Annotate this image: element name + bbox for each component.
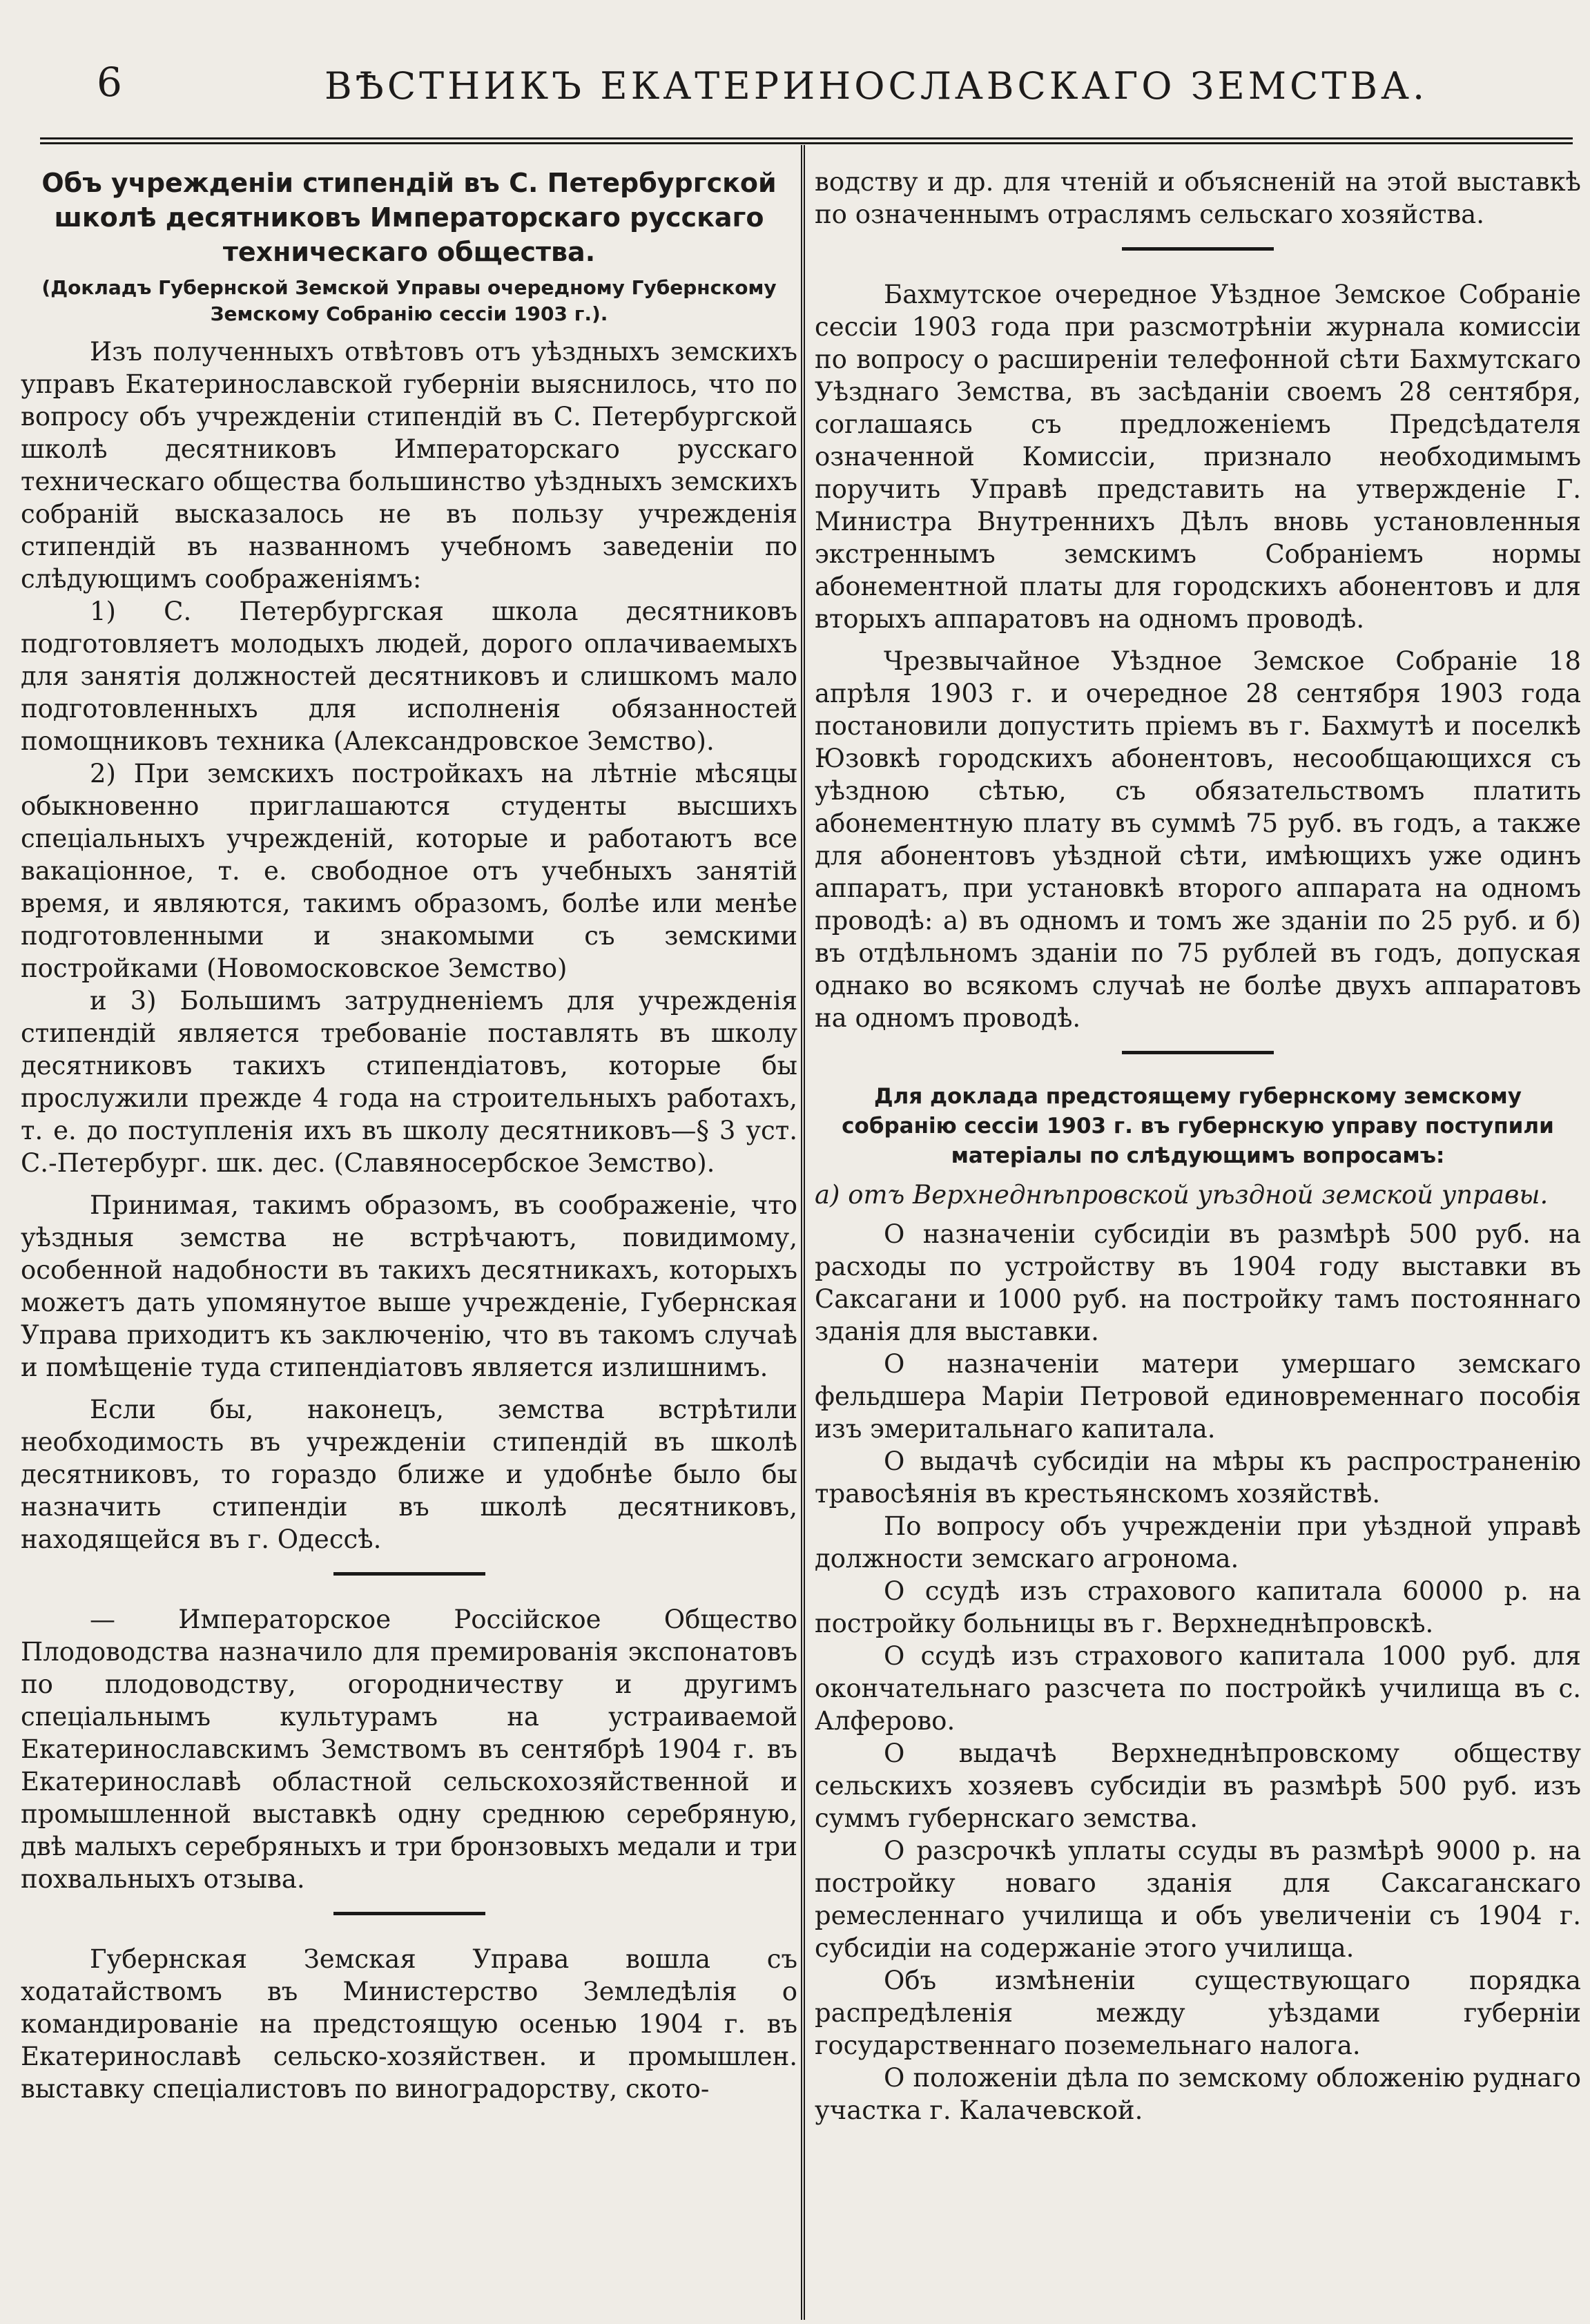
- section-separator: [333, 1572, 485, 1576]
- article-paragraph: и 3) Большимъ затрудненіемъ для учрежденія стипендій является требованіе поставлять въ школу десятниковъ такихъ стипендіатовъ, которые бы прослужили прежде 4 года на строительныхъ работахъ, т. е. до поступленія ихъ въ школу десятниковъ—§ 3 уст. С.-Петербург. шк. дес. (Славяносербское Земство).: [21, 986, 797, 1178]
- list-item: О выдачѣ Верхнеднѣпровскому обществу сельскихъ хозяевъ субсидіи въ размѣрѣ 500 руб. изъ суммъ губернскаго земства.: [815, 1739, 1581, 1833]
- list-item: Объ измѣненіи существующаго порядка распредѣленія между уѣздами губерніи государственнаго поземельнаго налога.: [815, 1966, 1581, 2060]
- section-subheading: а) отъ Верхнеднѣпровской уѣздной земской управы.: [815, 1180, 1549, 1210]
- article-paragraph: Губернская Земская Управа вошла съ ходатайствомъ въ Министерство Земледѣлія о командированіе на предстоящую осенью 1904 г. въ Екатеринославѣ сельско-хозяйствен. и промышлен. выставку спеціалистовъ по виноградорству, ското-: [21, 1944, 797, 2104]
- list-item: О выдачѣ субсидіи на мѣры къ распространенію травосѣянія въ крестьянскомъ хозяйствѣ.: [815, 1446, 1581, 1509]
- column-divider: [801, 145, 805, 2320]
- right-column: [815, 166, 1581, 2320]
- article-paragraph: 1) С. Петербургская школа десятниковъ подготовляетъ молодыхъ людей, дорого оплачиваемыхъ для занятія должностей десятниковъ и слишкомъ мало подготовленныхъ для исполненія обязанностей помощниковъ техника (Александровское Земство).: [21, 597, 797, 756]
- left-column: [21, 166, 797, 2320]
- article-paragraph: 2) При земскихъ постройкахъ на лѣтніе мѣсяцы обыкновенно приглашаются студенты высшихъ спеціальныхъ учрежденій, которые и работаютъ все вакаціонное, т. е. свободное отъ учебныхъ занятій время, и являются, такимъ образомъ, болѣе или менѣе подготовленными и знакомыми съ земскими постройками (Новомосковское Земство): [21, 759, 797, 983]
- page-header: [0, 55, 1590, 131]
- article-paragraph: Если бы, наконецъ, земства встрѣтили необходимость въ учрежденіи стипендій въ школѣ десятниковъ, то гораздо ближе и удобнѣе было бы назначить стипендіи въ школѣ десятниковъ, находящейся въ г. Одессѣ.: [21, 1395, 797, 1554]
- article-paragraph: Принимая, такимъ образомъ, въ соображеніе, что уѣздныя земства не встрѣчаютъ, повидимому, особенной надобности въ такихъ десятникахъ, которыхъ можетъ дать упомянутое выше учрежденіе, Губернская Управа приходитъ къ заключенію, что въ такомъ случаѣ и помѣщеніе туда стипендіатовъ является излишнимъ.: [21, 1190, 797, 1382]
- list-item: О разсрочкѣ уплаты ссуды въ размѣрѣ 9000 р. на постройку новаго зданія для Саксаганскаго ремесленнаго училища и объ увеличеніи съ 1904 г. субсидіи на содержаніе этого училища.: [815, 1836, 1581, 1963]
- section-heading: Для доклада предстоящему губернскому земскому собранію сессіи 1903 г. въ губернскую управу поступили матеріалы по слѣдующимъ вопросамъ:: [842, 1084, 1554, 1168]
- list-item: О ссудѣ изъ страхового капитала 1000 руб. для окончательнаго разсчета по постройкѣ училища въ с. Алферово.: [815, 1641, 1581, 1736]
- article-subtitle: (Докладъ Губернской Земской Управы очередному Губернскому Земскому Собранію сессіи 1903 г.).: [41, 276, 777, 325]
- section-separator: [1122, 1051, 1274, 1054]
- article-paragraph: водству и др. для чтеній и объясненій на этой выставкѣ по означеннымъ отраслямъ сельскаго хозяйства.: [815, 167, 1581, 229]
- journal-title: ВѢСТНИКЪ ЕКАТЕРИНОСЛАВСКАГО ЗЕМСТВА.: [324, 64, 1428, 108]
- list-item: О назначеніи матери умершаго земскаго фельдшера Маріи Петровой единовременнаго пособія изъ эмеритальнаго капитала.: [815, 1349, 1581, 1444]
- list-item: О назначеніи субсидіи въ размѣрѣ 500 руб. на расходы по устройству въ 1904 году выставки въ Саксагани и 1000 руб. на постройку тамъ постояннаго зданія для выставки.: [815, 1219, 1581, 1346]
- article-title: Объ учрежденіи стипендій въ С. Петербургской школѣ десятниковъ Императорскаго русскаго техническаго общества.: [41, 168, 777, 267]
- article-paragraph: Бахмутское очередное Уѣздное Земское Собраніе сессіи 1903 года при разсмотрѣніи журнала комиссіи по вопросу о расширеніи телефонной сѣти Бахмутскаго Уѣзднаго Земства, въ засѣданіи своемъ 28 сентября, соглашаясь съ предложеніемъ Предсѣдателя означенной Комиссіи, признало необходимымъ поручить Управѣ представить на утвержденіе Г. Министра Внутреннихъ Дѣлъ вновь установленныя экстреннымъ земскимъ Собраніемъ нормы абонементной платы для городскихъ абонентовъ и для вторыхъ аппаратовъ на одномъ проводѣ.: [815, 280, 1581, 634]
- article-paragraph: Изъ полученныхъ отвѣтовъ отъ уѣздныхъ земскихъ управъ Екатеринославской губерніи выяснилось, что по вопросу объ учрежденіи стипендій въ С. Петербургской школѣ десятниковъ Императорскаго русскаго техническаго общества большинство уѣздныхъ земскихъ собраній высказалось не въ пользу учрежденія стипендій въ названномъ учебномъ заведеніи по слѣдующимъ соображеніямъ:: [21, 337, 797, 594]
- page-number: 6: [97, 59, 122, 106]
- list-item: По вопросу объ учрежденіи при уѣздной управѣ должности земскаго агронома.: [815, 1511, 1581, 1573]
- section-separator: [333, 1912, 485, 1915]
- list-item: О положеніи дѣла по земскому обложенію руднаго участка г. Калачевской.: [815, 2063, 1581, 2125]
- header-rule: [40, 137, 1573, 144]
- list-item: О ссудѣ изъ страхового капитала 60000 р. на постройку больницы въ г. Верхнеднѣпровскѣ.: [815, 1576, 1581, 1638]
- article-paragraph: Чрезвычайное Уѣздное Земское Собраніе 18 апрѣля 1903 г. и очередное 28 сентября 1903 года постановили допустить пріемъ въ г. Бахмутѣ и поселкѣ Юзовкѣ городскихъ абонентовъ, несообщающихся съ уѣздною сѣтью, съ обязательствомъ платить абонементную плату въ суммѣ 75 руб. въ годъ, а также для абонентовъ уѣздной сѣти, имѣющихъ уже одинъ аппаратъ, при установкѣ второго аппарата на одномъ проводѣ: а) въ одномъ и томъ же зданіи по 25 руб. и б) въ отдѣльномъ зданіи по 75 рублей въ годъ, допуская однако во всякомъ случаѣ не болѣе двухъ аппаратовъ на одномъ проводѣ.: [815, 646, 1581, 1033]
- spacer: [21, 1179, 797, 1189]
- section-separator: [1122, 247, 1274, 251]
- article-paragraph: — Императорское Россійское Общество Плодоводства назначило для премированія экспонатовъ по плодоводству, огородничеству и другимъ спеціальнымъ культурамъ на устраиваемой Екатеринославскимъ Земствомъ въ сентябрѣ 1904 г. въ Екатеринославѣ областной сельскохозяйственной и промышленной выставкѣ одну среднюю серебряную, двѣ малыхъ серебряныхъ и три бронзовыхъ медали и три похвальныхъ отзыва.: [21, 1605, 797, 1894]
- spacer: [21, 1384, 797, 1393]
- spacer: [815, 635, 1581, 645]
